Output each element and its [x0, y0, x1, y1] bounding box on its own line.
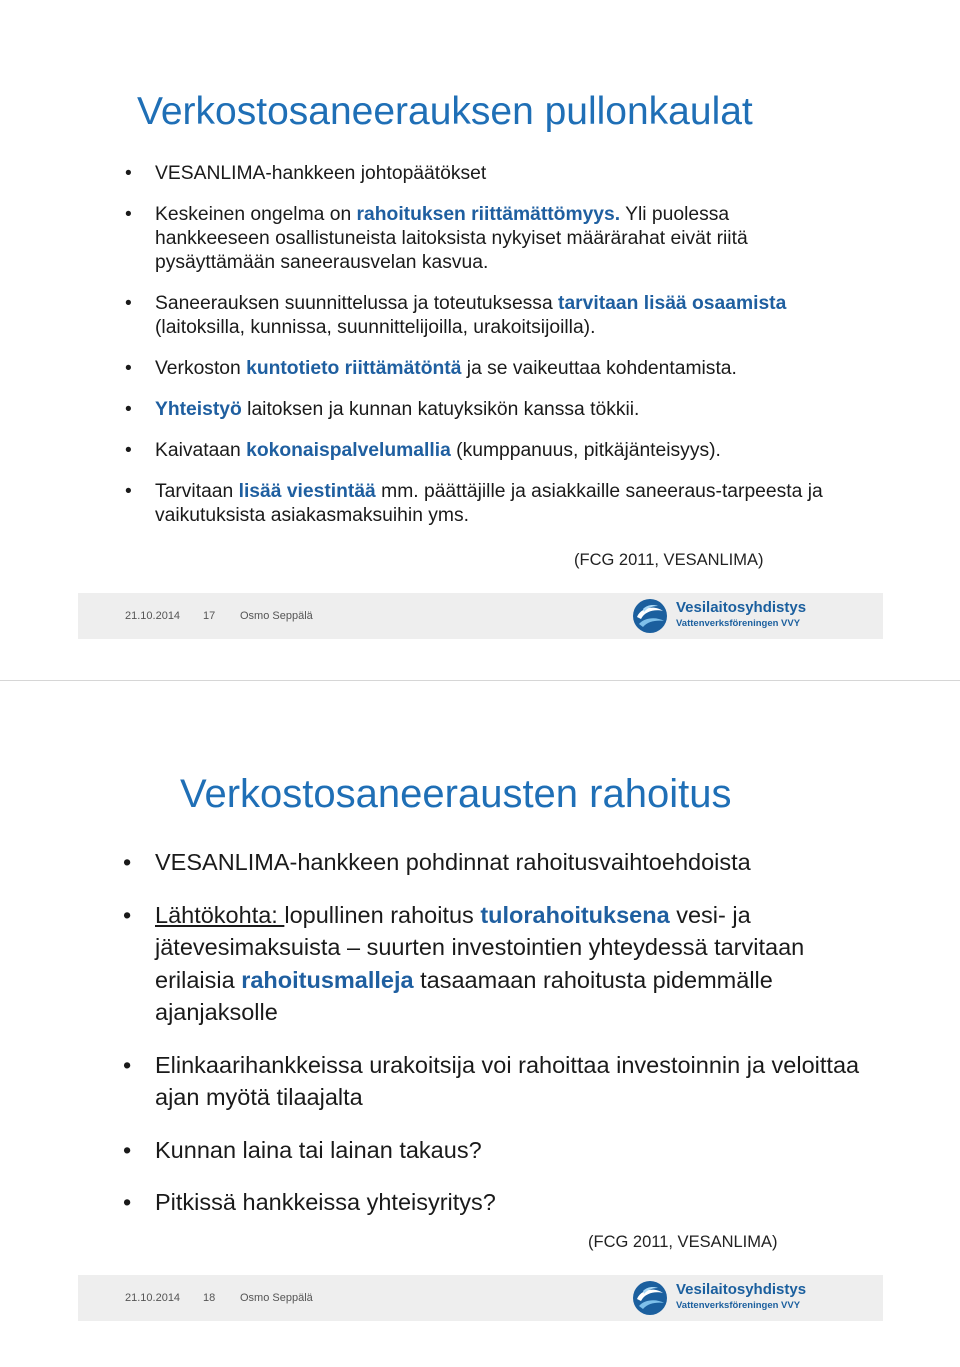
- highlight-text: tarvitaan lisää osaamista: [558, 293, 787, 314]
- bullet-text: (kumppanuus, pitkäjänteisyys).: [450, 440, 721, 461]
- bullet-text: Kunnan laina tai lainan takaus?: [155, 1136, 482, 1163]
- source-citation: (FCG 2011, VESANLIMA): [574, 551, 764, 569]
- source-citation: (FCG 2011, VESANLIMA): [588, 1233, 778, 1251]
- footer-date: 21.10.2014: [125, 1292, 181, 1304]
- bullet-text: mm. päättäjille ja asiakkaille saneeraus-tarpeesta ja vaikutuksista asiakasmaksuihin yms.: [155, 481, 823, 526]
- bullet-text: Kaivataan: [155, 440, 247, 461]
- slide-footer: [78, 1275, 883, 1321]
- logo-subtitle: Vattenverksföreningen VVY: [676, 1300, 801, 1311]
- bullet-item: [155, 357, 835, 381]
- bullet-text: Yli puolessa hankkeeseen osallistuneista laitoksista nykyiset määrärahat eivät riitä pysäyttämään saneerausvelan kasvua.: [155, 204, 748, 273]
- footer-page-number: 18: [203, 1292, 216, 1304]
- bullet-item: [155, 162, 835, 186]
- slide-17: [0, 0, 960, 660]
- bullet-item: [155, 439, 835, 463]
- bullet-item: [155, 899, 875, 1029]
- bullet-text: Elinkaarihankkeissa urakoitsija voi rahoittaa investoinnin ja veloittaa ajan myötä tilaajalta: [155, 1051, 860, 1110]
- bullet-item: [155, 480, 835, 528]
- bullet-list: [155, 162, 835, 545]
- highlight-text: lisää viestintää: [238, 481, 376, 502]
- footer-date: 21.10.2014: [125, 610, 181, 622]
- bullet-text: Verkoston: [155, 358, 247, 379]
- logo-name: Vesilaitosyhdistys: [676, 1281, 807, 1298]
- highlight-text: kuntotieto riittämätöntä: [246, 358, 462, 379]
- bullet-text: tasaamaan rahoitusta pidemmälle ajanjaksolle: [155, 966, 773, 1025]
- water-swirl-logo-icon: [631, 597, 669, 635]
- bullet-text: VESANLIMA-hankkeen pohdinnat rahoitusvaihtoehdoista: [155, 849, 751, 875]
- bullet-text: Keskeinen ongelma on: [155, 204, 357, 225]
- bullet-text: (laitoksilla, kunnissa, suunnittelijoilla, urakoitsijoilla).: [155, 317, 596, 338]
- underlined-text: Lähtökohta:: [155, 901, 285, 928]
- highlight-text: Yhteistyö: [155, 399, 242, 420]
- organization-logo: [631, 1279, 871, 1317]
- logo-name: Vesilaitosyhdistys: [676, 599, 807, 616]
- bullet-text: lopullinen rahoitus: [284, 901, 481, 928]
- slide-title: Verkostosaneerauksen pullonkaulat: [137, 90, 753, 133]
- bullet-text: VESANLIMA-hankkeen johtopäätökset: [155, 163, 487, 184]
- bullet-item: [155, 203, 835, 275]
- bullet-text: vesi- ja jätevesimaksuista – suurten investointien yhteydessä tarvitaan erilaisia: [155, 901, 805, 993]
- slide-title: Verkostosaneerausten rahoitus: [180, 772, 732, 816]
- bullet-item: [155, 1134, 875, 1167]
- logo-subtitle: Vattenverksföreningen VVY: [676, 618, 801, 629]
- slide-footer: [78, 593, 883, 639]
- page-divider: [0, 680, 960, 681]
- bullet-text: Saneerauksen suunnittelussa ja toteutuksessa: [155, 293, 559, 314]
- bullet-item: [155, 846, 875, 879]
- highlight-text: tulorahoituksena: [480, 901, 670, 928]
- organization-logo: [631, 597, 871, 635]
- bullet-item: [155, 1186, 875, 1219]
- bullet-item: [155, 1049, 875, 1114]
- footer-author: Osmo Seppälä: [240, 610, 313, 622]
- bullet-item: [155, 292, 835, 340]
- highlight-text: kokonaispalvelumallia: [246, 440, 451, 461]
- bullet-text: ja se vaikeuttaa kohdentamista.: [461, 358, 737, 379]
- water-swirl-logo-icon: [631, 1279, 669, 1317]
- highlight-text: rahoitusmalleja: [241, 966, 414, 993]
- bullet-text: Tarvitaan: [155, 481, 239, 502]
- bullet-list: [155, 846, 875, 1239]
- footer-author: Osmo Seppälä: [240, 1292, 313, 1304]
- bullet-item: [155, 398, 835, 422]
- bullet-text: laitoksen ja kunnan katuyksikön kanssa tökkii.: [241, 399, 640, 420]
- highlight-text: rahoituksen riittämättömyys.: [356, 204, 621, 225]
- bullet-text: Pitkissä hankkeissa yhteisyritys?: [155, 1189, 496, 1215]
- footer-page-number: 17: [203, 610, 216, 622]
